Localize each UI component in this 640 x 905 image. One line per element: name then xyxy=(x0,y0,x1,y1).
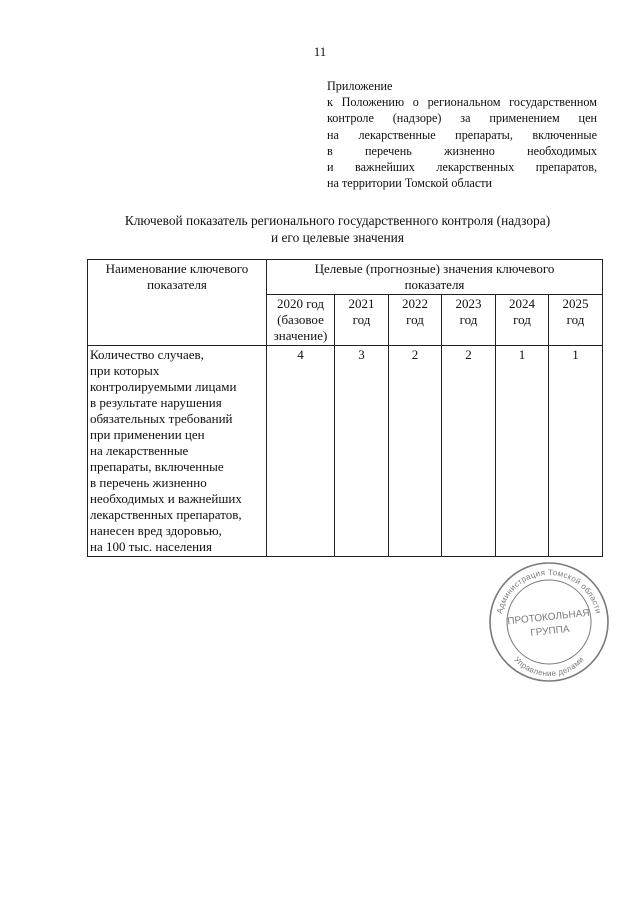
document-title xyxy=(60,212,615,246)
appendix-block xyxy=(327,78,597,191)
stamp-outer-text: Администрация Томской области xyxy=(494,567,604,615)
year-header-2021: 2021 год xyxy=(335,295,389,346)
year-header-2025: 2025 год xyxy=(549,295,603,346)
protocol-group-stamp xyxy=(487,560,611,682)
kpi-table xyxy=(87,259,603,557)
year-header-2023: 2023 год xyxy=(442,295,496,346)
value-2024: 1 xyxy=(496,346,549,557)
stamp-bottom-text: Управление делами xyxy=(512,654,586,679)
value-2022: 2 xyxy=(389,346,442,557)
table-header-row xyxy=(88,260,603,295)
title-line: Ключевой показатель регионального государственного контроля (надзора) xyxy=(124,213,551,228)
title-line: и его целевые значения xyxy=(270,230,405,245)
year-header-2022: 2022 год xyxy=(389,295,442,346)
page-number: 11 xyxy=(313,44,327,59)
value-2023: 2 xyxy=(442,346,496,557)
value-2020: 4 xyxy=(267,346,335,557)
value-2021: 3 xyxy=(335,346,389,557)
stamp-inner-line1: ПРОТОКОЛЬНАЯ xyxy=(506,607,591,628)
appendix-line: и важнейших лекарственных препаратов, xyxy=(327,160,597,175)
header-target-values: Целевые (прогнозные) значения ключевого показателя xyxy=(267,260,603,295)
year-header-2020: 2020 год (базовое значение) xyxy=(267,295,335,346)
appendix-title: Приложение xyxy=(327,79,393,93)
appendix-line: на территории Томской области xyxy=(327,176,493,191)
year-header-2024: 2024 год xyxy=(496,295,549,346)
header-indicator-name: Наименование ключевого показателя xyxy=(88,260,267,346)
indicator-name-cell: Количество случаев, при которых контролируемыми лицами в результате нарушения обязательных требований при применении цен на лекарственные препараты, включенные в перечень жизненно необходимых и важнейших лекарственных препаратов, нанесен вред здоровью, на 100 тыс. населения xyxy=(88,346,267,557)
stamp-inner-line2: ГРУППА xyxy=(529,623,571,639)
table-row xyxy=(88,346,603,557)
stamp-ink xyxy=(490,563,608,681)
value-2025: 1 xyxy=(549,346,603,557)
appendix-line: в перечень жизненно необходимых xyxy=(327,143,597,158)
appendix-line: к Положению о региональном государственном xyxy=(327,95,597,110)
appendix-line: на лекарственные препараты, включенные xyxy=(327,127,597,142)
appendix-line: контроле (надзоре) за применением цен xyxy=(327,111,597,126)
